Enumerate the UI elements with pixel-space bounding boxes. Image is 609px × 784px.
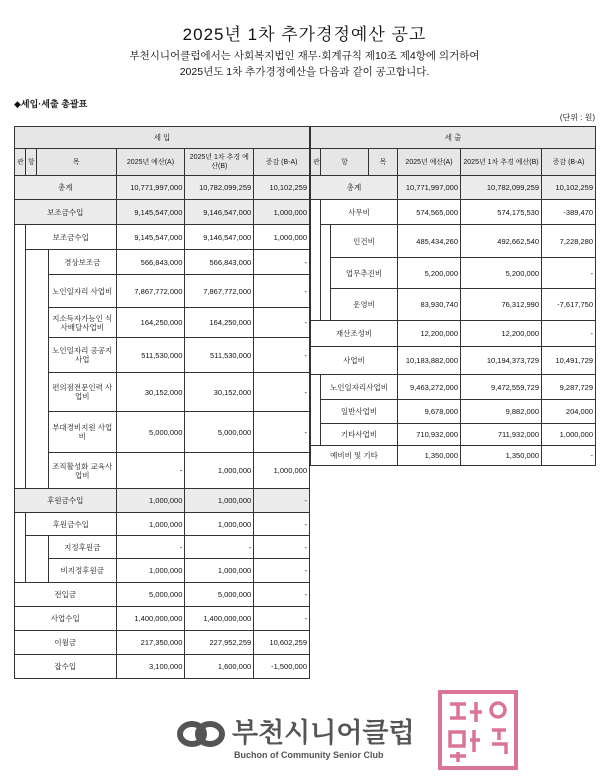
intro-line-1: 부천시니어클럽에서는 사회복지법인 재무·회계규칙 제10조 제4항에 의거하여 (129, 50, 480, 62)
row-diff: 10,102,259 (254, 176, 310, 200)
row-name: 사무비 (321, 200, 398, 225)
table-row (15, 225, 310, 250)
expense-col-budget-a: 2025년 예산(A) (398, 149, 461, 176)
row-name: 비지정후원금 (48, 559, 116, 583)
row-name: 기타사업비 (321, 424, 398, 446)
org-name: 부천시니어클럽 (232, 718, 415, 748)
row-budget-a: 9,678,000 (398, 400, 461, 424)
row-budget-a: 9,145,547,000 (116, 200, 185, 225)
row-budget-a: 7,867,772,000 (116, 275, 185, 308)
table-row (15, 176, 310, 200)
intro-line-2: 2025년도 1차 추가경정예산을 다음과 같이 공고합니다. (179, 66, 430, 78)
row-budget-b: 9,472,559,729 (461, 375, 542, 400)
row-diff: 9,287,729 (542, 375, 596, 400)
row-budget-a: 1,000,000 (116, 513, 185, 536)
row-budget-b: - (185, 536, 254, 559)
row-diff: - (254, 338, 310, 373)
row-budget-b: 492,662,540 (461, 225, 542, 258)
row-budget-b: 9,146,547,000 (185, 225, 254, 250)
revenue-table (14, 126, 310, 679)
row-diff: -1,500,000 (254, 655, 310, 679)
row-budget-b: 1,000,000 (185, 489, 254, 513)
table-row (311, 347, 596, 375)
row-name: 보조금수입 (15, 200, 117, 225)
row-name: 일반사업비 (321, 400, 398, 424)
table-row (311, 446, 596, 466)
row-budget-a: 485,434,260 (398, 225, 461, 258)
row-budget-b: 30,152,000 (185, 373, 254, 412)
row-budget-b: 5,000,000 (185, 412, 254, 453)
row-budget-b: 5,000,000 (185, 583, 254, 607)
table-row (15, 373, 310, 412)
row-diff: - (542, 446, 596, 466)
row-budget-b: 227,952,259 (185, 631, 254, 655)
expense-table (310, 126, 596, 466)
table-row (15, 536, 310, 559)
expense-col-budget-b: 2025년 1차 추경 예산(B) (461, 149, 542, 176)
row-budget-b: 76,312,990 (461, 289, 542, 321)
table-row (311, 258, 596, 289)
row-diff: - (542, 321, 596, 347)
row-budget-b: 566,843,000 (185, 250, 254, 275)
row-budget-b: 1,600,000 (185, 655, 254, 679)
row-budget-b: 164,250,000 (185, 308, 254, 338)
expense-col-diff: 증감 (B-A) (542, 149, 596, 176)
row-budget-b: 511,530,000 (185, 338, 254, 373)
row-name: 지소득자가능인 식사배달사업비 (48, 308, 116, 338)
row-budget-a: 566,843,000 (116, 250, 185, 275)
row-diff: 10,491,729 (542, 347, 596, 375)
row-budget-b: 10,194,373,729 (461, 347, 542, 375)
revenue-col-budget-a: 2025년 예산(A) (116, 149, 185, 176)
table-row (15, 607, 310, 631)
org-name-en: Buchon of Community Senior Club (234, 750, 384, 760)
row-budget-b: 1,000,000 (185, 453, 254, 489)
row-diff: - (254, 373, 310, 412)
row-diff: -389,470 (542, 200, 596, 225)
row-budget-a: 1,350,000 (398, 446, 461, 466)
table-row (15, 655, 310, 679)
row-diff: - (542, 258, 596, 289)
row-diff: - (254, 412, 310, 453)
table-row (15, 338, 310, 373)
row-diff: 1,000,000 (542, 424, 596, 446)
row-budget-a: 9,145,547,000 (116, 225, 185, 250)
row-budget-a: 5,000,000 (116, 412, 185, 453)
table-row (15, 453, 310, 489)
row-name: 편의점전문인력 사업비 (48, 373, 116, 412)
row-name: 총계 (311, 176, 398, 200)
row-diff: -7,617,750 (542, 289, 596, 321)
row-name: 사업비 (311, 347, 398, 375)
row-diff: - (254, 536, 310, 559)
table-row (15, 583, 310, 607)
row-diff: - (254, 607, 310, 631)
row-budget-a: 217,350,000 (116, 631, 185, 655)
row-diff: 10,102,259 (542, 176, 596, 200)
row-budget-a: 164,250,000 (116, 308, 185, 338)
revenue-group-header: 세 입 (15, 127, 310, 149)
table-row (311, 400, 596, 424)
row-budget-b: 1,350,000 (461, 446, 542, 466)
row-name: 잡수입 (15, 655, 117, 679)
row-budget-b: 1,400,000,000 (185, 607, 254, 631)
row-budget-b: 711,932,000 (461, 424, 542, 446)
unit-label: (단위 : 원) (559, 113, 595, 122)
row-name: 경상보조금 (48, 250, 116, 275)
row-budget-a: 1,000,000 (116, 559, 185, 583)
row-budget-b: 7,867,772,000 (185, 275, 254, 308)
row-budget-a: 10,183,882,000 (398, 347, 461, 375)
page-title: 2025년 1차 추가경정예산 공고 (182, 25, 427, 44)
row-diff: - (254, 583, 310, 607)
expense-col-hang: 항 (321, 149, 369, 176)
expense-col-gwan: 관 (311, 149, 321, 176)
row-name: 지정후원금 (48, 536, 116, 559)
table-row (15, 308, 310, 338)
row-diff: 1,000,000 (254, 453, 310, 489)
row-name: 인건비 (331, 225, 398, 258)
row-name: 재산조성비 (311, 321, 398, 347)
row-name: 총계 (15, 176, 117, 200)
table-row (15, 631, 310, 655)
table-row (311, 424, 596, 446)
row-name: 보조금수입 (25, 225, 116, 250)
row-budget-a: - (116, 536, 185, 559)
row-budget-a: - (116, 453, 185, 489)
row-budget-a: 710,932,000 (398, 424, 461, 446)
revenue-col-mok: 목 (36, 149, 116, 176)
row-budget-a: 574,565,000 (398, 200, 461, 225)
row-diff: 7,228,280 (542, 225, 596, 258)
row-diff: 1,000,000 (254, 225, 310, 250)
row-diff: - (254, 250, 310, 275)
revenue-col-gwan: 관 (15, 149, 26, 176)
row-name: 후원금수입 (25, 513, 116, 536)
row-budget-a: 10,771,997,000 (398, 176, 461, 200)
table-row (15, 250, 310, 275)
section-title: ◆세입·세출 총괄표 (14, 99, 88, 109)
table-row (311, 321, 596, 347)
row-diff: - (254, 308, 310, 338)
row-budget-b: 9,146,547,000 (185, 200, 254, 225)
row-budget-a: 1,000,000 (116, 489, 185, 513)
row-budget-b: 12,200,000 (461, 321, 542, 347)
revenue-col-budget-b: 2025년 1차 추경 예산(B) (185, 149, 254, 176)
row-name: 이월금 (15, 631, 117, 655)
row-diff: 10,602,259 (254, 631, 310, 655)
expense-group-header: 세 출 (311, 127, 596, 149)
row-budget-a: 10,771,997,000 (116, 176, 185, 200)
row-budget-a: 5,000,000 (116, 583, 185, 607)
table-row (311, 200, 596, 225)
row-name: 노인일자리 공공지사업 (48, 338, 116, 373)
row-name: 운영비 (331, 289, 398, 321)
official-seal-icon (436, 688, 520, 772)
row-budget-a: 12,200,000 (398, 321, 461, 347)
row-diff: - (254, 489, 310, 513)
row-name: 후원금수입 (15, 489, 117, 513)
row-budget-b: 9,882,000 (461, 400, 542, 424)
row-diff: 1,000,000 (254, 200, 310, 225)
expense-col-mok: 목 (369, 149, 398, 176)
row-name: 사업수입 (15, 607, 117, 631)
row-diff: - (254, 275, 310, 308)
row-name: 예비비 및 기타 (311, 446, 398, 466)
row-budget-b: 10,782,099,259 (185, 176, 254, 200)
revenue-col-hang: 항 (25, 149, 36, 176)
table-row (311, 176, 596, 200)
row-budget-a: 9,463,272,000 (398, 375, 461, 400)
table-row (15, 513, 310, 536)
row-name: 부대경비지원 사업비 (48, 412, 116, 453)
row-budget-a: 511,530,000 (116, 338, 185, 373)
row-diff: - (254, 559, 310, 583)
table-row (311, 225, 596, 258)
row-budget-a: 30,152,000 (116, 373, 185, 412)
table-row (15, 559, 310, 583)
table-row (15, 412, 310, 453)
row-budget-a: 1,400,000,000 (116, 607, 185, 631)
row-name: 업무추진비 (331, 258, 398, 289)
table-row (15, 275, 310, 308)
table-row (311, 375, 596, 400)
table-row (15, 200, 310, 225)
table-row (311, 289, 596, 321)
row-name: 노인일자리 사업비 (48, 275, 116, 308)
organization-logo (170, 708, 450, 768)
row-name: 조직활성화 교육사업비 (48, 453, 116, 489)
row-budget-b: 574,175,530 (461, 200, 542, 225)
row-budget-b: 10,782,099,259 (461, 176, 542, 200)
logo-mark-icon (170, 708, 450, 768)
row-name: 노인일자리사업비 (321, 375, 398, 400)
row-budget-b: 5,200,000 (461, 258, 542, 289)
row-diff: 204,000 (542, 400, 596, 424)
row-name: 전입금 (15, 583, 117, 607)
row-budget-a: 3,100,000 (116, 655, 185, 679)
row-budget-a: 83,930,740 (398, 289, 461, 321)
row-budget-b: 1,000,000 (185, 513, 254, 536)
row-budget-a: 5,200,000 (398, 258, 461, 289)
revenue-col-diff: 증감 (B-A) (254, 149, 310, 176)
table-row (15, 489, 310, 513)
row-diff: - (254, 513, 310, 536)
row-budget-b: 1,000,000 (185, 559, 254, 583)
